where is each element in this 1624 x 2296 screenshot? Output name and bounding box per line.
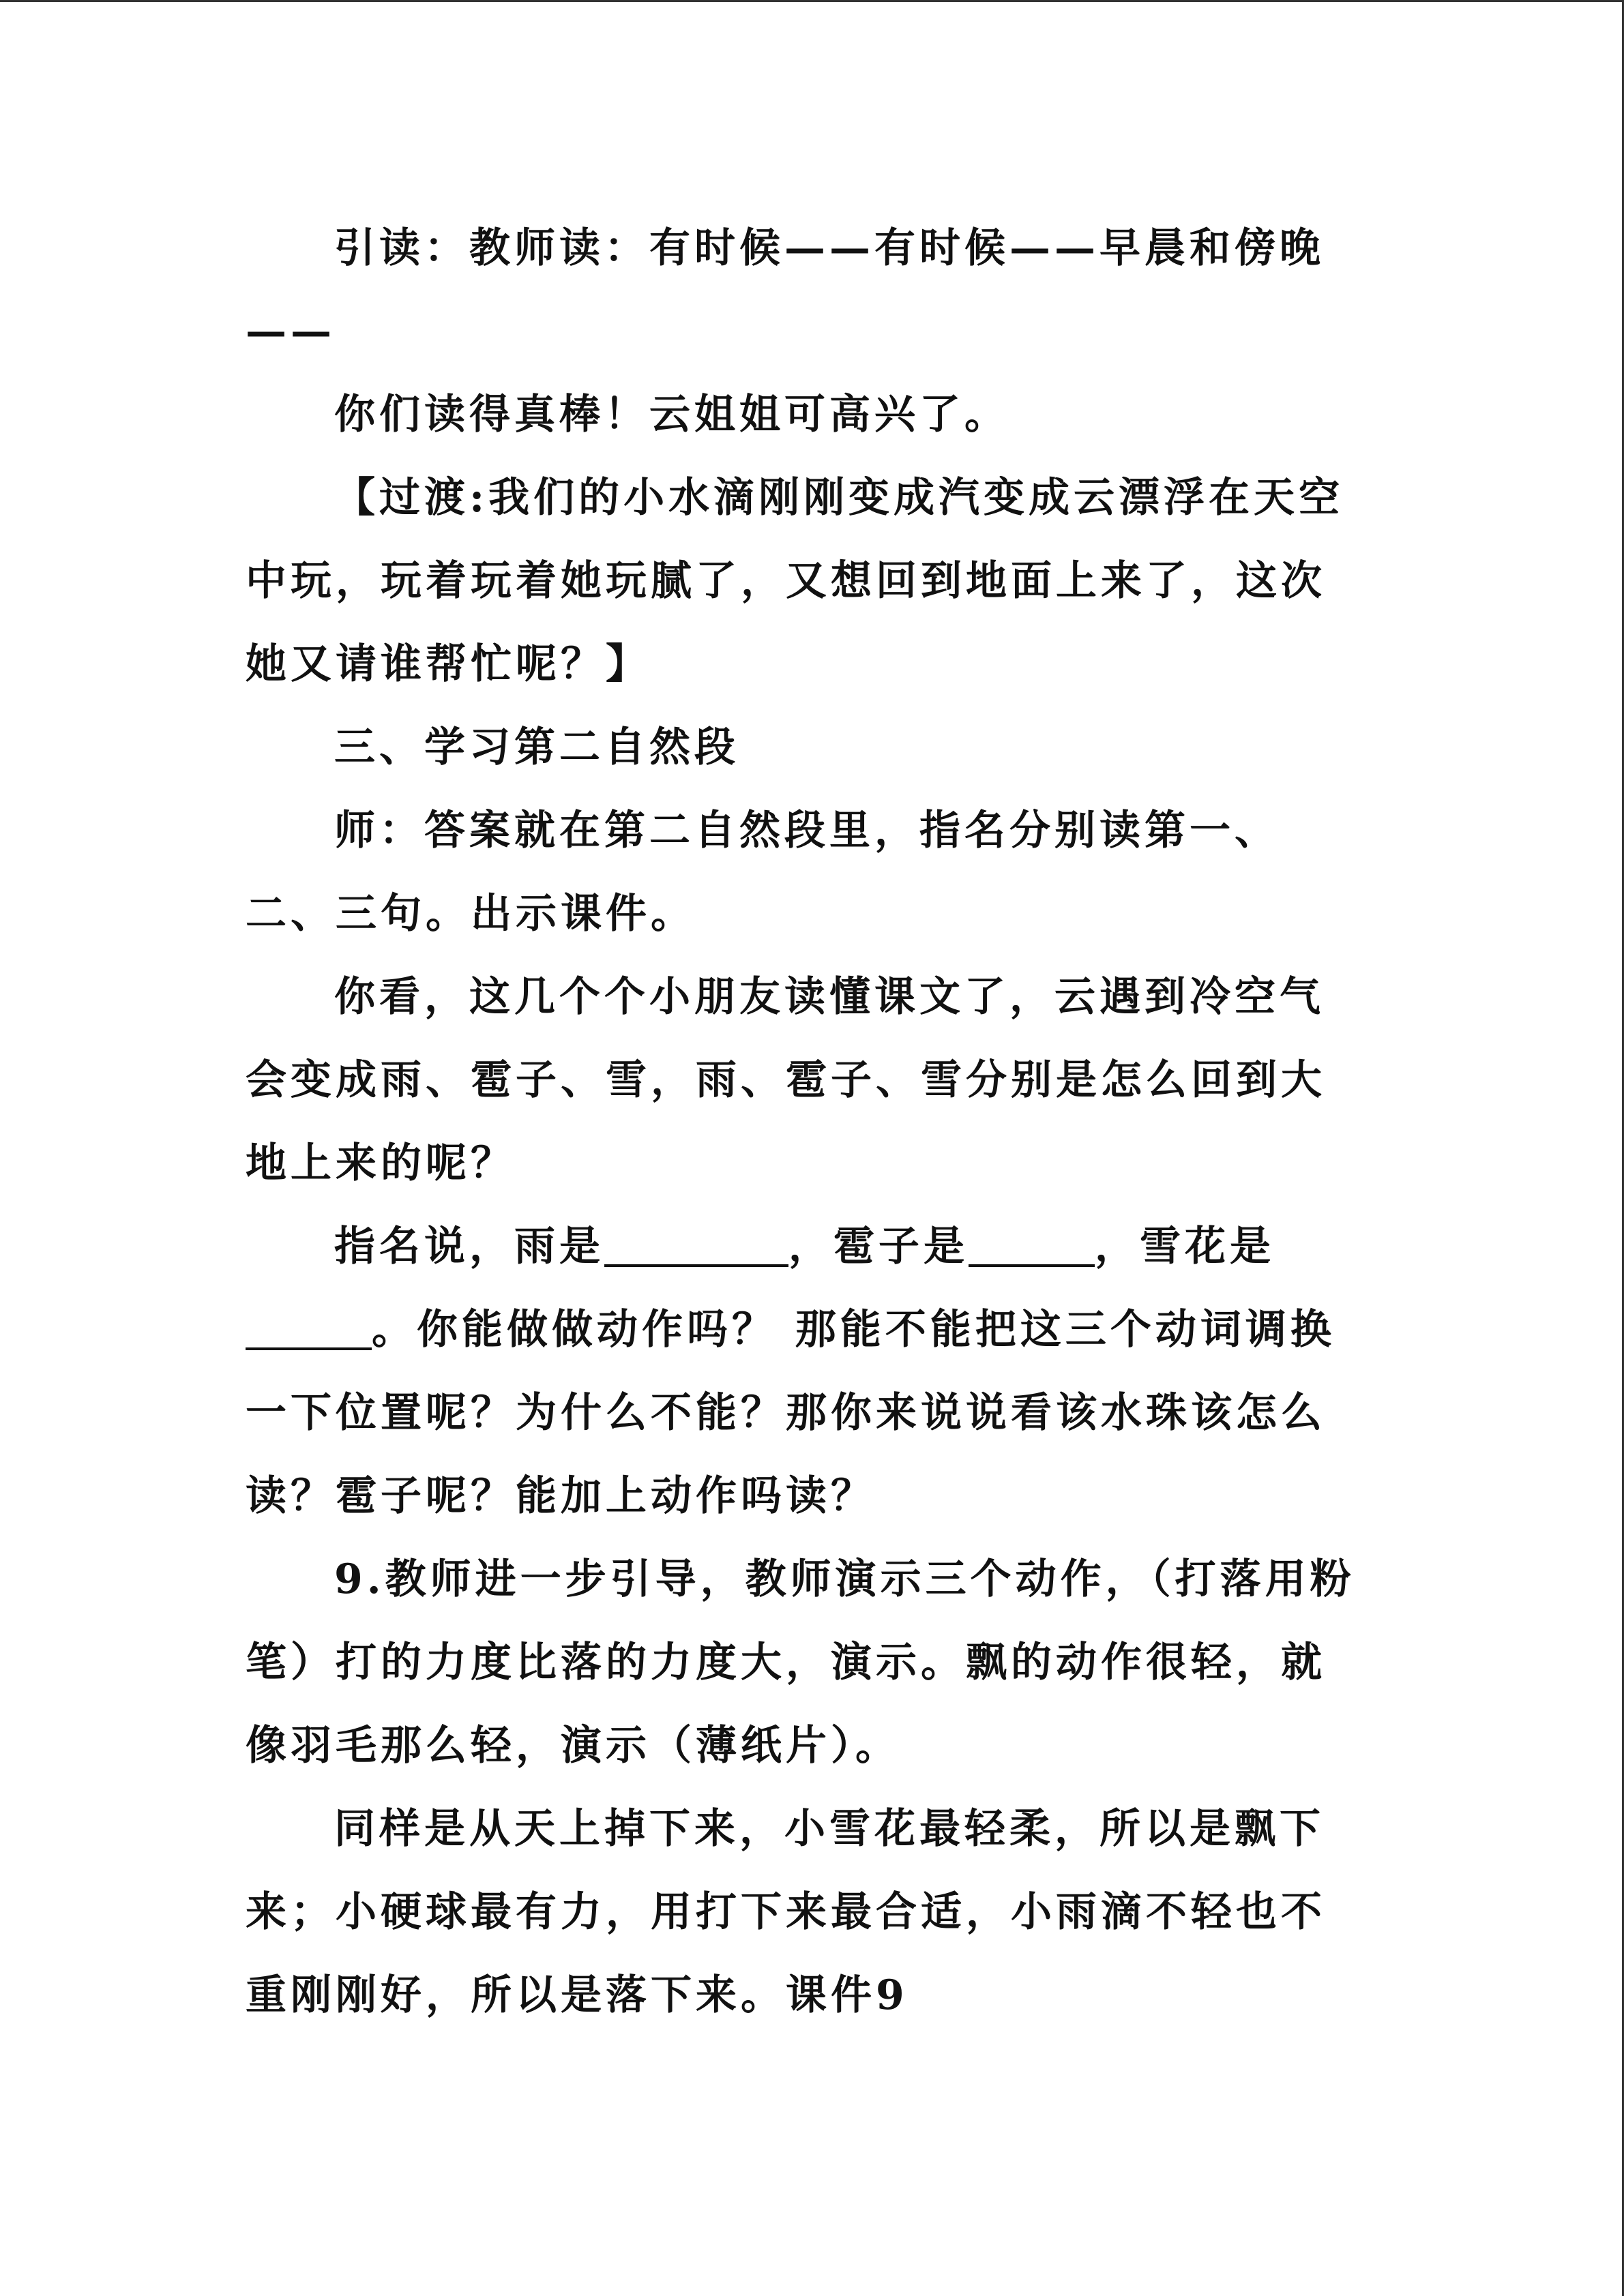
fill-blank-rain xyxy=(604,1223,788,1267)
paragraph-step-nine: 9.教师进一步引导，教师演示三个动作，（打落用粉笔）打的力度比落的力度大，演示。飘的动作很轻，就像羽毛那么轻，演示（薄纸片）。 xyxy=(246,1555,1355,1770)
fill-blank-snow xyxy=(246,1307,372,1350)
document-body xyxy=(246,207,1364,2037)
paragraph-transition: 【过渡:我们的小水滴刚刚变成汽变成云漂浮在天空中玩，玩着玩着她玩腻了，又想回到地面上来了，这次她又请谁帮忙呢？】 xyxy=(246,474,1344,688)
paragraph-cold-air: 你看，这几个个小朋友读懂课文了，云遇到冷空气会变成雨、雹子、雪，雨、雹子、雪分别是怎么回到大地上来的呢？ xyxy=(246,973,1326,1187)
paragraph-guided-reading: 引读：教师读：有时候——有时候——早晨和傍晚—— xyxy=(246,224,1325,355)
fill-blank-hail xyxy=(969,1223,1095,1267)
section-heading-paragraph-two: 三、学习第二自然段 xyxy=(334,724,739,771)
paragraph-teacher-answer: 师：答案就在第二自然段里，指名分别读第一、二、三句。出示课件。 xyxy=(246,807,1280,938)
fill-blank-text-4: 。你能做做动作吗？ 那能不能把这三个动词调换一下位置呢？为什么不能？那你来说说看该水珠该怎么读？雹子呢？能加上动作吗读？ xyxy=(246,1306,1335,1520)
paragraph-praise: 你们读得真棒！云姐姐可高兴了。 xyxy=(334,391,1009,438)
fill-blank-text-2: ，雹子是 xyxy=(788,1223,969,1270)
paragraph-fill-blanks xyxy=(246,1205,1364,1538)
fill-blank-text-3: ，雪花是 xyxy=(1095,1223,1275,1270)
fill-blank-text-1: 指名说，雨是 xyxy=(334,1223,604,1270)
paragraph-summary: 同样是从天上掉下来，小雪花最轻柔，所以是飘下来；小硬球最有力，用打下来最合适，小雨滴不轻也不重刚刚好，所以是落下来。课件9 xyxy=(246,1805,1326,2019)
